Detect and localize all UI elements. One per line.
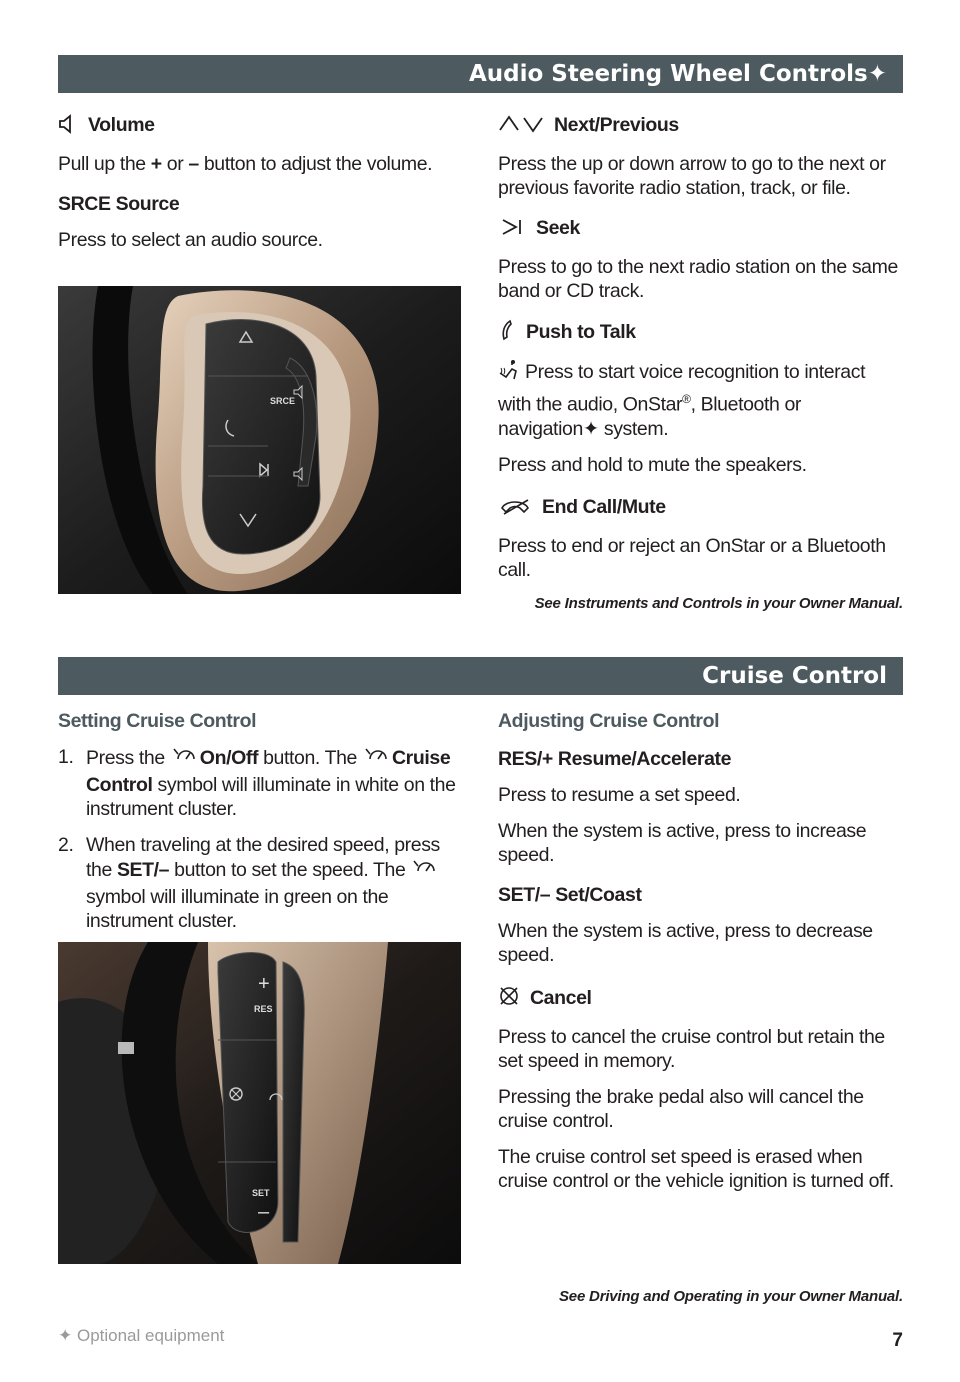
cruise-section-title: Cruise Control bbox=[702, 663, 887, 689]
set-heading: SET/– Set/Coast bbox=[498, 884, 642, 906]
push-to-talk-icon bbox=[498, 359, 520, 387]
cruise-section-banner bbox=[58, 657, 903, 695]
photo-plus-label: + bbox=[258, 973, 270, 995]
optional-equipment-footnote: ✦ Optional equipment bbox=[58, 1326, 225, 1345]
list-item: 1. Press the On/Off button. The Cruise Control symbol will illuminate in white on the instrument cluster. bbox=[58, 746, 456, 820]
cancel-text-3: The cruise control set speed is erased when cruise control or the vehicle ignition is turned off. bbox=[498, 1146, 894, 1192]
page-number: 7 bbox=[892, 1330, 903, 1351]
photo-minus-label: – bbox=[258, 1201, 270, 1223]
cruise-control-icon bbox=[170, 745, 200, 773]
cancel-heading: Cancel bbox=[498, 985, 903, 1013]
audio-left-column bbox=[58, 113, 463, 264]
end-call-heading: End Call/Mute bbox=[498, 495, 903, 522]
srce-heading: SRCE Source bbox=[58, 193, 180, 215]
audio-right-column bbox=[498, 113, 903, 594]
seek-icon bbox=[498, 217, 528, 243]
audio-section-banner bbox=[58, 55, 903, 93]
volume-text: Pull up the + or – button to adjust the volume. bbox=[58, 153, 433, 175]
res-text-1: Press to resume a set speed. bbox=[498, 784, 741, 806]
photo-srce-label: SRCE bbox=[270, 396, 296, 406]
end-call-icon bbox=[498, 496, 534, 522]
cruise-right-column bbox=[498, 709, 903, 1205]
res-text-2: When the system is active, press to increase speed. bbox=[498, 820, 867, 866]
audio-section-title: Audio Steering Wheel Controls✦ bbox=[468, 61, 887, 87]
push-to-talk-heading: Push to Talk bbox=[498, 319, 903, 347]
next-previous-icon bbox=[498, 114, 546, 140]
list-item: 2. When traveling at the desired speed, press the SET/– button to set the speed. The symbol will illuminate in green on the instrument cluster. bbox=[58, 834, 440, 932]
next-previous-text: Press the up or down arrow to go to the next or previous favorite radio station, track, or file. bbox=[498, 153, 886, 199]
push-to-talk-mute-text: Press and hold to mute the speakers. bbox=[498, 453, 807, 476]
cruise-owner-manual-note: See Driving and Operating in your Owner Manual. bbox=[559, 1288, 903, 1305]
cruise-left-column bbox=[58, 709, 463, 945]
volume-icon bbox=[58, 114, 80, 140]
seek-heading: Seek bbox=[498, 216, 903, 243]
res-heading: RES/+ Resume/Accelerate bbox=[498, 748, 732, 770]
audio-steering-wheel-photo bbox=[58, 286, 461, 594]
setting-steps-list bbox=[58, 745, 463, 933]
cancel-text-1: Press to cancel the cruise control but retain the set speed in memory. bbox=[498, 1026, 885, 1072]
push-to-talk-text: Press to start voice recognition to interact with the audio, OnStar®, Bluetooth or navigation✦ system. bbox=[498, 361, 866, 440]
cruise-steering-wheel-photo bbox=[58, 942, 461, 1264]
cruise-control-icon bbox=[362, 745, 392, 773]
set-text: When the system is active, press to decrease speed. bbox=[498, 920, 873, 966]
cancel-text-2: Pressing the brake pedal also will cancel the cruise control. bbox=[498, 1086, 864, 1132]
audio-owner-manual-note: See Instruments and Controls in your Owner Manual. bbox=[534, 595, 903, 612]
srce-text: Press to select an audio source. bbox=[58, 229, 323, 251]
seek-text: Press to go to the next radio station on the same band or CD track. bbox=[498, 256, 898, 302]
phone-icon bbox=[498, 319, 518, 347]
end-call-text: Press to end or reject an OnStar or a Bluetooth call. bbox=[498, 534, 886, 581]
photo-res-label: RES bbox=[254, 1004, 273, 1014]
photo-set-label: SET bbox=[252, 1188, 270, 1198]
volume-heading: Volume bbox=[58, 113, 463, 140]
setting-cruise-heading: Setting Cruise Control bbox=[58, 710, 257, 732]
cancel-icon bbox=[498, 985, 522, 1013]
next-previous-heading: Next/Previous bbox=[498, 113, 903, 140]
cruise-control-icon bbox=[410, 857, 440, 885]
adjusting-cruise-heading: Adjusting Cruise Control bbox=[498, 710, 720, 732]
